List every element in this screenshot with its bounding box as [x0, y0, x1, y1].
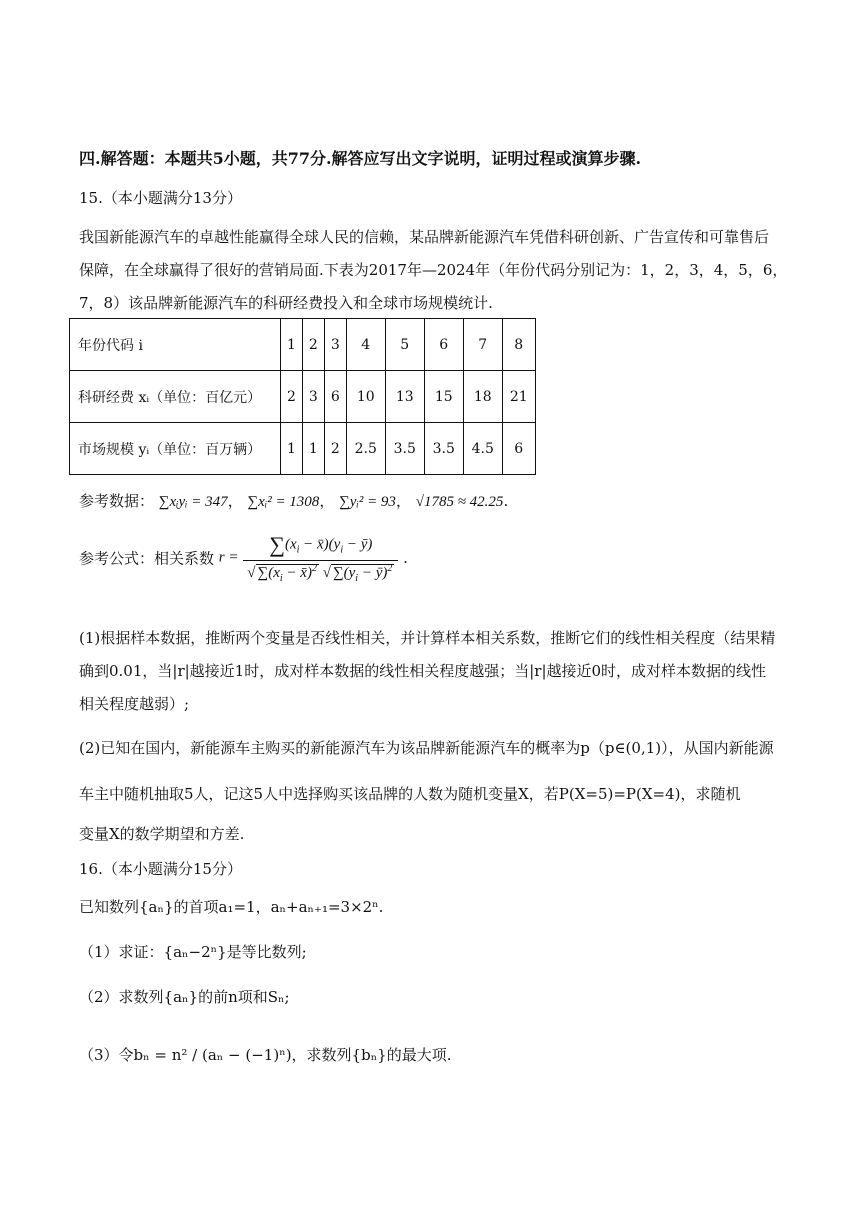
statistics-table: [69, 318, 536, 475]
table-cell: 3.5: [385, 423, 424, 475]
q15-intro-line-3: 7，8）该品牌新能源汽车的科研经费投入和全球市场规模统计.: [79, 294, 493, 312]
reference-value: ∑yᵢ² = 93: [339, 494, 396, 510]
table-cell: 3: [324, 319, 346, 371]
table-cell: 3.5: [424, 423, 463, 475]
table-row-label: 市场规模 yᵢ（单位：百万辆）: [70, 423, 281, 475]
question-15-header: 15.（本小题满分13分）: [79, 189, 242, 207]
reference-data-label: 参考数据：: [79, 492, 155, 510]
reference-value: √1785 ≈ 42.25: [415, 494, 504, 510]
question-16-header: 16.（本小题满分15分）: [79, 860, 242, 878]
q16-line-2: （1）求证：{aₙ−2ⁿ}是等比数列;: [79, 943, 307, 961]
table-row-label: 科研经费 xᵢ（单位：百亿元）: [70, 371, 281, 423]
q15-intro-line-2: 保障，在全球赢得了很好的营销局面.下表为2017年—2024年（年份代码分别记为：1，2，3，4，5，6，: [79, 261, 788, 279]
table-cell: 2: [324, 423, 346, 475]
table-cell: 5: [385, 319, 424, 371]
q16-line-3: （2）求数列{aₙ}的前n项和Sₙ;: [79, 988, 290, 1006]
table-cell: 6: [424, 319, 463, 371]
table-cell: 4: [346, 319, 385, 371]
table-row: [70, 423, 536, 475]
reference-value: ∑xᵢ² = 1308: [247, 494, 320, 510]
table-cell: 10: [346, 371, 385, 423]
table-row-label: 年份代码 i: [70, 319, 281, 371]
table-cell: 3: [302, 371, 324, 423]
reference-formula-label: 参考公式：相关系数: [79, 549, 215, 568]
q15-part2-line-3: 变量X的数学期望和方差.: [79, 825, 245, 843]
table-cell: 15: [424, 371, 463, 423]
table-cell: 2: [281, 371, 303, 423]
table-cell: 1: [302, 423, 324, 475]
table-cell: 4.5: [463, 423, 502, 475]
table-row: [70, 319, 536, 371]
q15-part2-line-2: 车主中随机抽取5人，记这5人中选择购买该品牌的人数为随机变量X，若P(X=5)=P(X=4)，求随机: [79, 785, 741, 803]
correlation-formula: $\frac{\sum(x_i - x̄)(y_i - ȳ)}{√ \sum(x_i - x̄)^2 √ \sum(y_i - ȳ)^2}$: [243, 532, 398, 584]
q15-intro-line-1: 我国新能源汽车的卓越性能赢得全球人民的信赖，某品牌新能源汽车凭借科研创新、广告宣传和可靠售后: [79, 228, 770, 246]
table-cell: 21: [502, 371, 535, 423]
q16-line-4: （3）令bₙ = n² / (aₙ − (−1)ⁿ)，求数列{bₙ}的最大项.: [79, 1046, 452, 1064]
table-row: [70, 371, 536, 423]
table-cell: 7: [463, 319, 502, 371]
table-cell: 8: [502, 319, 535, 371]
table-cell: 18: [463, 371, 502, 423]
section-title: 四.解答题：本题共5小题，共77分.解答应写出文字说明，证明过程或演算步骤.: [79, 149, 642, 168]
table-cell: 6: [502, 423, 535, 475]
q15-part2-line-1: (2)已知在国内，新能源车主购买的新能源汽车为该品牌新能源汽车的概率为p（p∈(0,1)），从国内新能源: [79, 739, 774, 757]
reference-value: ∑xᵢyᵢ = 347: [158, 494, 228, 510]
q15-part1-line-2: 确到0.01，当|r|越接近1时，成对样本数据的线性相关程度越强；当|r|越接近0时，成对样本数据的线性: [79, 662, 767, 680]
table-cell: 2.5: [346, 423, 385, 475]
table-cell: 13: [385, 371, 424, 423]
q15-part1-line-3: 相关程度越弱）;: [79, 695, 190, 713]
reference-data: 参考数据： ∑xᵢyᵢ = 347， ∑xᵢ² = 1308， ∑yᵢ² = 93， √1785 ≈ 42.25.: [79, 492, 509, 510]
q15-part1-line-1: (1)根据样本数据，推断两个变量是否线性相关，并计算样本相关系数，推断它们的线性相关程度（结果精: [79, 629, 776, 647]
table-cell: 1: [281, 423, 303, 475]
table-cell: 6: [324, 371, 346, 423]
q16-line-1: 已知数列{aₙ}的首项a₁=1，aₙ+aₙ₊₁=3×2ⁿ.: [79, 898, 384, 916]
table-cell: 1: [281, 319, 303, 371]
reference-formula: 参考公式：相关系数 r = $\frac{\sum(x_i - x̄)(y_i - ȳ)}{√ \sum(x_i - x̄)^2 √ \sum(y_i - ȳ)^2}$ .: [79, 532, 408, 584]
table-cell: 2: [302, 319, 324, 371]
